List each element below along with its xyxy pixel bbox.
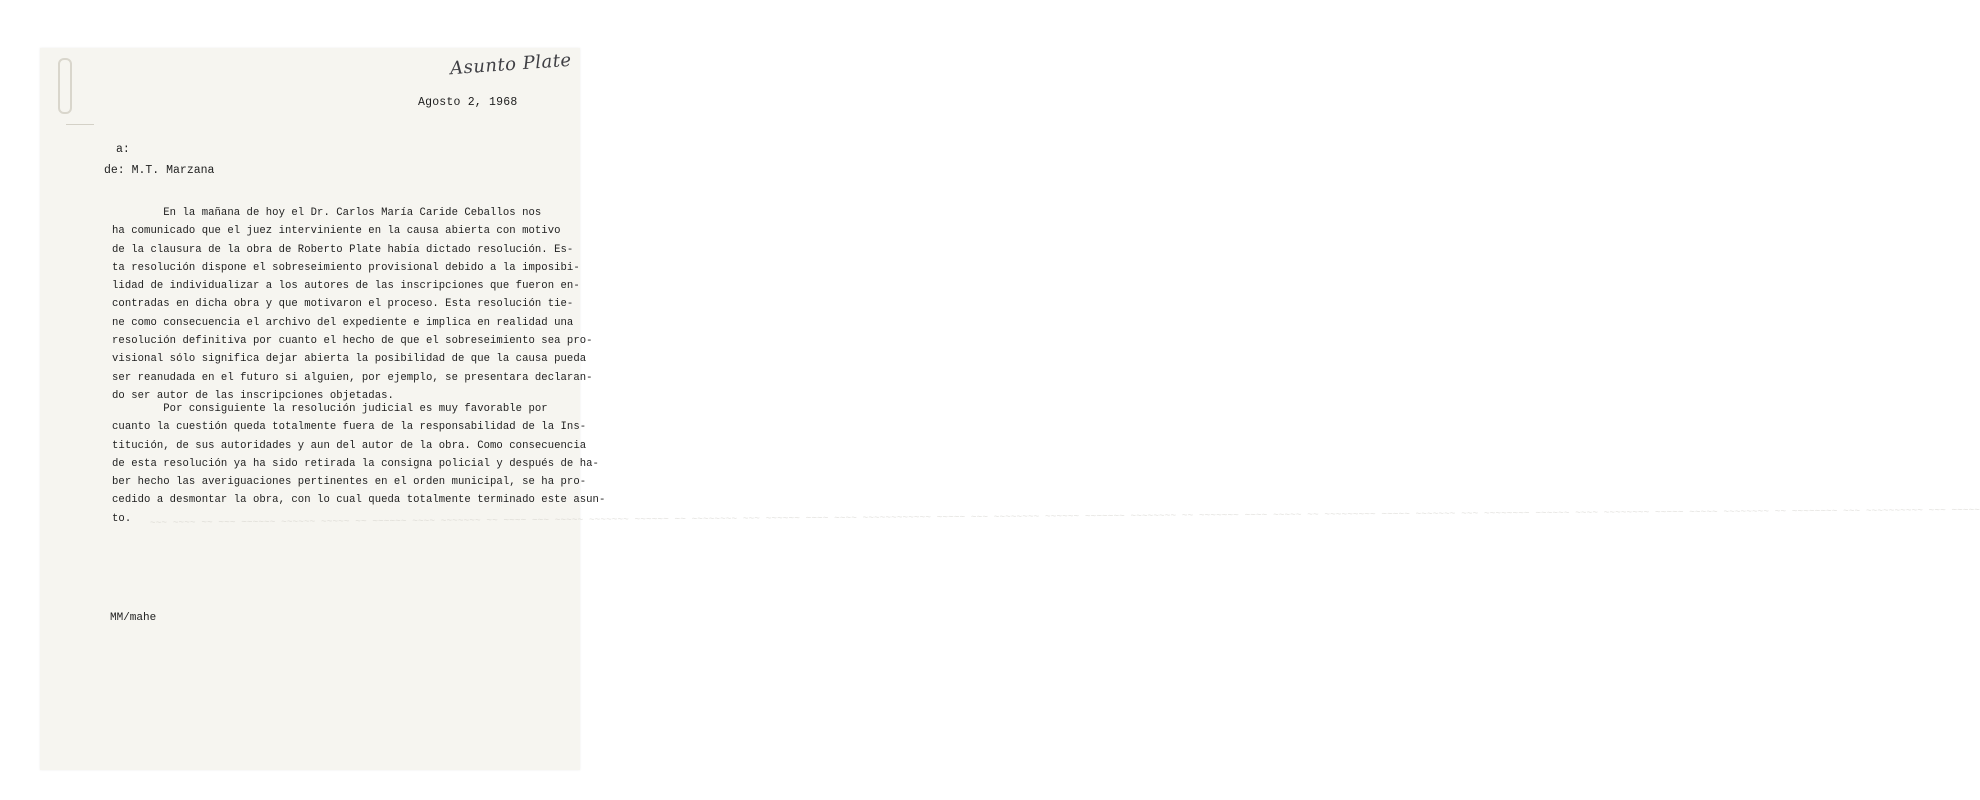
memo-date: Agosto 2, 1968 [418, 96, 518, 109]
paragraph-line: lidad de individualizar a los autores de las inscripciones que fueron en- [112, 280, 580, 293]
paragraph-line: ha comunicado que el juez interviniente en la causa abierta con motivo [112, 225, 561, 238]
paragraph-line: contradas en dicha obra y que motivaron el proceso. Esta resolución tie- [112, 298, 574, 311]
reference-initials: MM/mahe [110, 612, 157, 624]
paragraph-line: cedido a desmontar la obra, con lo cual queda totalmente terminado este asun- [112, 494, 606, 507]
paragraph-line: ber hecho las averiguaciones pertinentes en el orden municipal, se ha pro- [112, 476, 587, 489]
paragraph-line: En la mañana de hoy el Dr. Carlos María Caride Ceballos nos [112, 207, 542, 219]
paragraph-line: titución, de sus autoridades y aun del autor de la obra. Como consecuencia [112, 439, 587, 452]
sender-line: de: M.T. Marzana [104, 164, 215, 177]
bleed-through-text: ~~~ ~~~~ ~~ ~~~ ~~~~~~ ~~~~~~ ~~~~~ ~~ ~~~~~~ ~~~~ ~~~~~~~ ~~ ~~~~ ~~~ ~~~~~ ~~~~~~~ ~~~~~~ ~~ ~~~~~~~~ ~~~ ~~~~~~ ~~~~ ~~~~ ~~~~~~~~~~~~ ~~~~~ ~~~ ~~~~~~~~ ~~~~~~ ~~~~~~~ ~~~~~~~~ ~~ ~~~~~~~ ~~~~ ~~~~~ ~~ ~~~~~~~~~ ~~~~~ ~~~~~~~ ~~~ ~~~~~~~~ ~~~~~~ ~~~~ ~~~~~~~~ ~~~~~ ~~~~~ ~~~~~~~~ ~~ ~~~~~~~~ ~~~ ~~~~~~~~~~ ~~~ ~~~~~ [149, 504, 1980, 529]
paragraph-line: ser reanudada en el futuro si alguien, por ejemplo, se presentara declaran- [112, 371, 593, 384]
body-paragraph-2 [112, 400, 606, 528]
paragraph-line: to. [112, 512, 132, 525]
body-paragraph-1 [112, 204, 593, 405]
recipient-line: a: [116, 143, 130, 156]
paragraph-line: de la clausura de la obra de Roberto Plate había dictado resolución. Es- [112, 243, 574, 256]
paragraph-line: cuanto la cuestión queda totalmente fuera de la responsabilidad de la Ins- [112, 421, 587, 434]
paper-clip-mark [58, 58, 72, 114]
paragraph-line: ta resolución dispone el sobreseimiento provisional debido a la imposibi- [112, 261, 580, 274]
handwritten-subject-note: Asunto Plate [449, 49, 573, 80]
paragraph-line: de esta resolución ya ha sido retirada la consigna policial y después de ha- [112, 457, 599, 470]
paragraph-line: do ser autor de las inscripciones objetadas. [112, 389, 394, 402]
clip-shadow-mark [66, 124, 94, 125]
paragraph-line: visional sólo significa dejar abierta la posibilidad de que la causa pueda [112, 353, 587, 366]
paragraph-line: resolución definitiva por cuanto el hecho de que el sobreseimiento sea pro- [112, 335, 593, 348]
paragraph-line: ne como consecuencia el archivo del expediente e implica en realidad una [112, 316, 574, 329]
paragraph-line: Por consiguiente la resolución judicial es muy favorable por [112, 403, 548, 415]
